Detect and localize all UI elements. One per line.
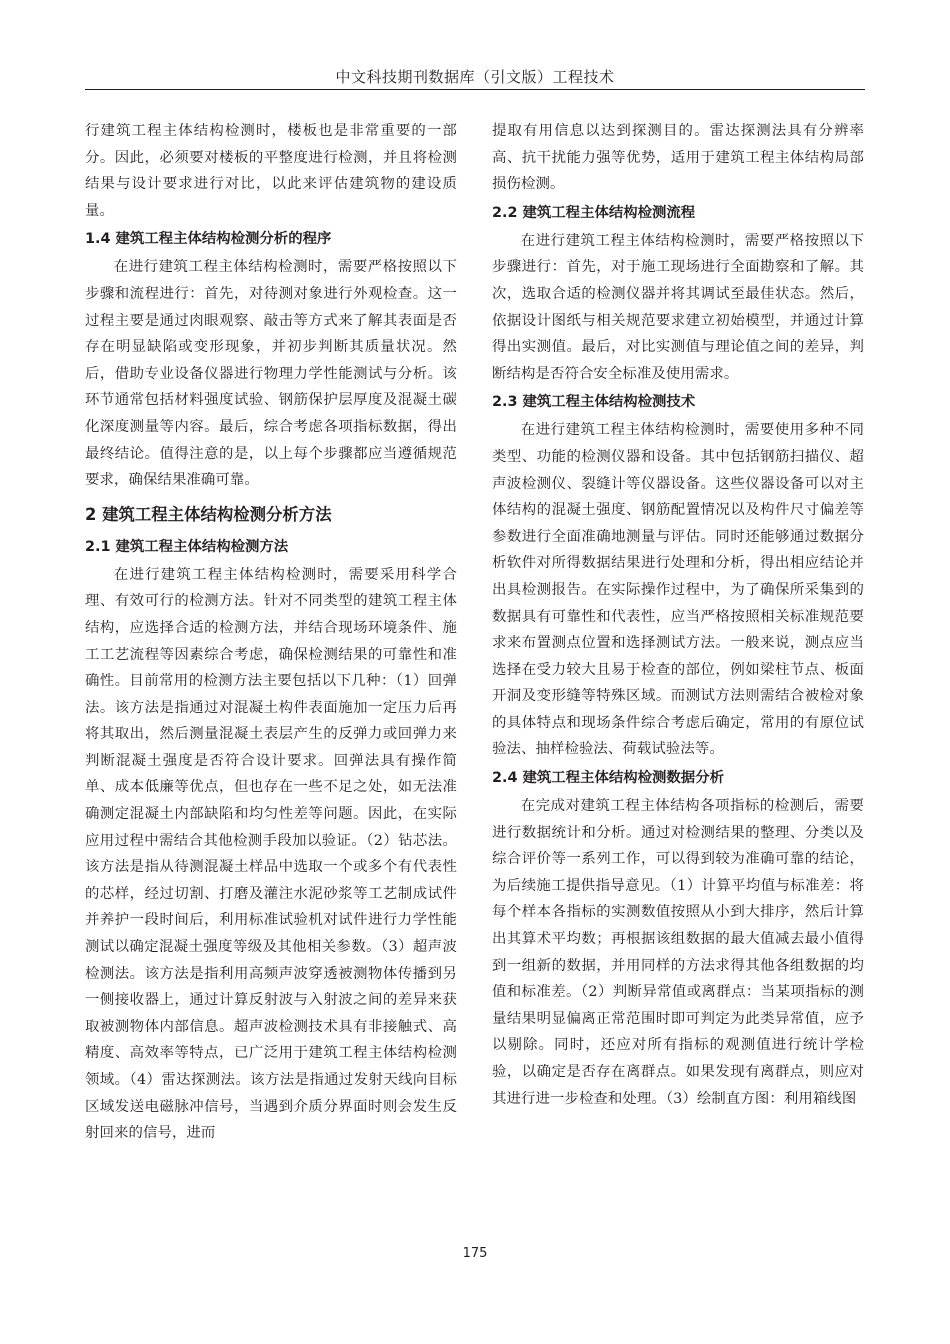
page-number: 175 bbox=[462, 1246, 488, 1261]
paragraph-1-4: 在进行建筑工程主体结构检测时，需要严格按照以下步骤和流程进行：首先，对待测对象进行外观检查。这一过程主要是通过肉眼观察、敲击等方式来了解其表面是否存在明显缺陷或变形现象，并初步判断其质量状况。然后，借助专业设备仪器进行物理力学性能测试与分析。该环节通常包括材料强度试验、钢筋保护层厚度及混凝土碳化深度测量等内容。最后，综合考虑各项指标数据，得出最终结论。值得注意的是，以上每个步骤都应当遵循规范要求，确保结果准确可靠。 bbox=[85, 259, 457, 489]
paragraph-2-2: 在进行建筑工程主体结构检测时，需要严格按照以下步骤进行：首先，对于施工现场进行全面勘察和了解。其次，选取合适的检测仪器并将其调试至最佳状态。然后，依据设计图纸与相关规范要求建立初始模型，并通过计算得出实测值。最后，对比实测值与理论值之间的差异，判断结构是否符合安全标准及使用需求。 bbox=[492, 232, 864, 382]
section-heading-2-4: 2.4 建筑工程主体结构检测数据分析 bbox=[492, 770, 724, 787]
paragraph-2-1: 在进行建筑工程主体结构检测时，需要采用科学合理、有效可行的检测方法。针对不同类型的建筑工程主体结构，应选择合适的检测方法，并结合现场环境条件、施工工艺流程等因素综合考虑，确保检测结果的可靠性和准确性。目前常用的检测方法主要包括以下几种：（1）回弹法。该方法是指通过对混凝土构件表面施加一定压力后再将其取出，然后测量混凝土表层产生的反弹力或回弹力来判断混凝土强度是否符合设计要求。回弹法具有操作简单、成本低廉等优点，但也存在一些不足之处，如无法准确测定混凝土内部缺陷和均匀性差等问题。因此，在实际应用过程中需结合其他检测手段加以验证。（2）钻芯法。该方法是指从待测混凝土样品中选取一个或多个有代表性的芯样，经过切割、打磨及灌注水泥砂浆等工艺制成试件并养护一段时间后，利用标准试验机对试件进行力学性能测试以确定混凝土强度等级及其他相关参数。（3）超声波检测法。该方法是指利用高频声波穿透被测物体传播到另一侧接收器上，通过计算反射波与入射波之间的差异来获取被测物体内部信息。超声波检测技术具有非接触式、高精度、高效率等特点，已广泛用于建筑工程主体结构检测领域。（4）雷达探测法。该方法是指通过发射天线向目标区域发送电磁脉冲信号，当遇到介质分界面时则会发生反射回来的信号，进而 bbox=[85, 566, 457, 1142]
left-column bbox=[85, 118, 457, 1147]
paragraph-2-4: 在完成对建筑工程主体结构各项指标的检测后，需要进行数据统计和分析。通过对检测结果的整理、分类以及综合评价等一系列工作，可以得到较为准确可靠的结论，为后续施工提供指导意见。（1）计算平均值与标准差：将每个样本各指标的实测数值按照从小到大排序，然后计算出其算术平均数；再根据该组数据的最大值减去最小值得到一组新的数据，并用同样的方法求得其他各组数据的均值和标准差。（2）判断异常值或离群点：当某项指标的测量结果明显偏离正常范围时即可判定为此类异常值，应予以剔除。同时，还应对所有指标的观测值进行统计学检验，以确定是否存在离群点。如果发现有离群点，则应对其进行进一步检查和处理。（3）绘制直方图：利用箱线图 bbox=[492, 798, 864, 1107]
section-heading-1-4: 1.4 建筑工程主体结构检测分析的程序 bbox=[85, 231, 332, 248]
section-heading-2-3: 2.3 建筑工程主体结构检测技术 bbox=[492, 394, 696, 411]
journal-header-title: 中文科技期刊数据库（引文版）工程技术 bbox=[335, 68, 615, 86]
section-heading-2-1: 2.1 建筑工程主体结构检测方法 bbox=[85, 538, 289, 555]
paragraph-continued: 行建筑工程主体结构检测时，楼板也是非常重要的一部分。因此，必须要对楼板的平整度进行检测，并且将检测结果与设计要求进行对比，以此来评估建筑物的建设质量。 bbox=[85, 123, 457, 219]
section-heading-2-2: 2.2 建筑工程主体结构检测流程 bbox=[492, 204, 696, 221]
section-heading-2: 2 建筑工程主体结构检测分析方法 bbox=[85, 504, 332, 524]
paragraph-continued-right: 提取有用信息以达到探测目的。雷达探测法具有分辨率高、抗干扰能力强等优势，适用于建筑工程主体结构局部损伤检测。 bbox=[492, 123, 864, 193]
header-divider bbox=[85, 89, 865, 90]
right-column bbox=[492, 118, 864, 1112]
paragraph-2-3: 在进行建筑工程主体结构检测时，需要使用多种不同类型、功能的检测仪器和设备。其中包括钢筋扫描仪、超声波检测仪、裂缝计等仪器设备。这些仪器设备可以对主体结构的混凝土强度、钢筋配置情况以及构件尺寸偏差等参数进行全面准确地测量与评估。同时还能够通过数据分析软件对所得数据结果进行处理和分析，得出相应结论并出具检测报告。在实际操作过程中，为了确保所采集到的数据具有可靠性和代表性，应当严格按照相关标准规范要求来布置测点位置和选择测试方法。一般来说，测点应当选择在受力较大且易于检查的部位，例如梁柱节点、板面开洞及变形缝等特殊区域。而测试方法则需结合被检对象的具体特点和现场条件综合考虑后确定，常用的有原位试验法、抽样检验法、荷载试验法等。 bbox=[492, 422, 864, 758]
